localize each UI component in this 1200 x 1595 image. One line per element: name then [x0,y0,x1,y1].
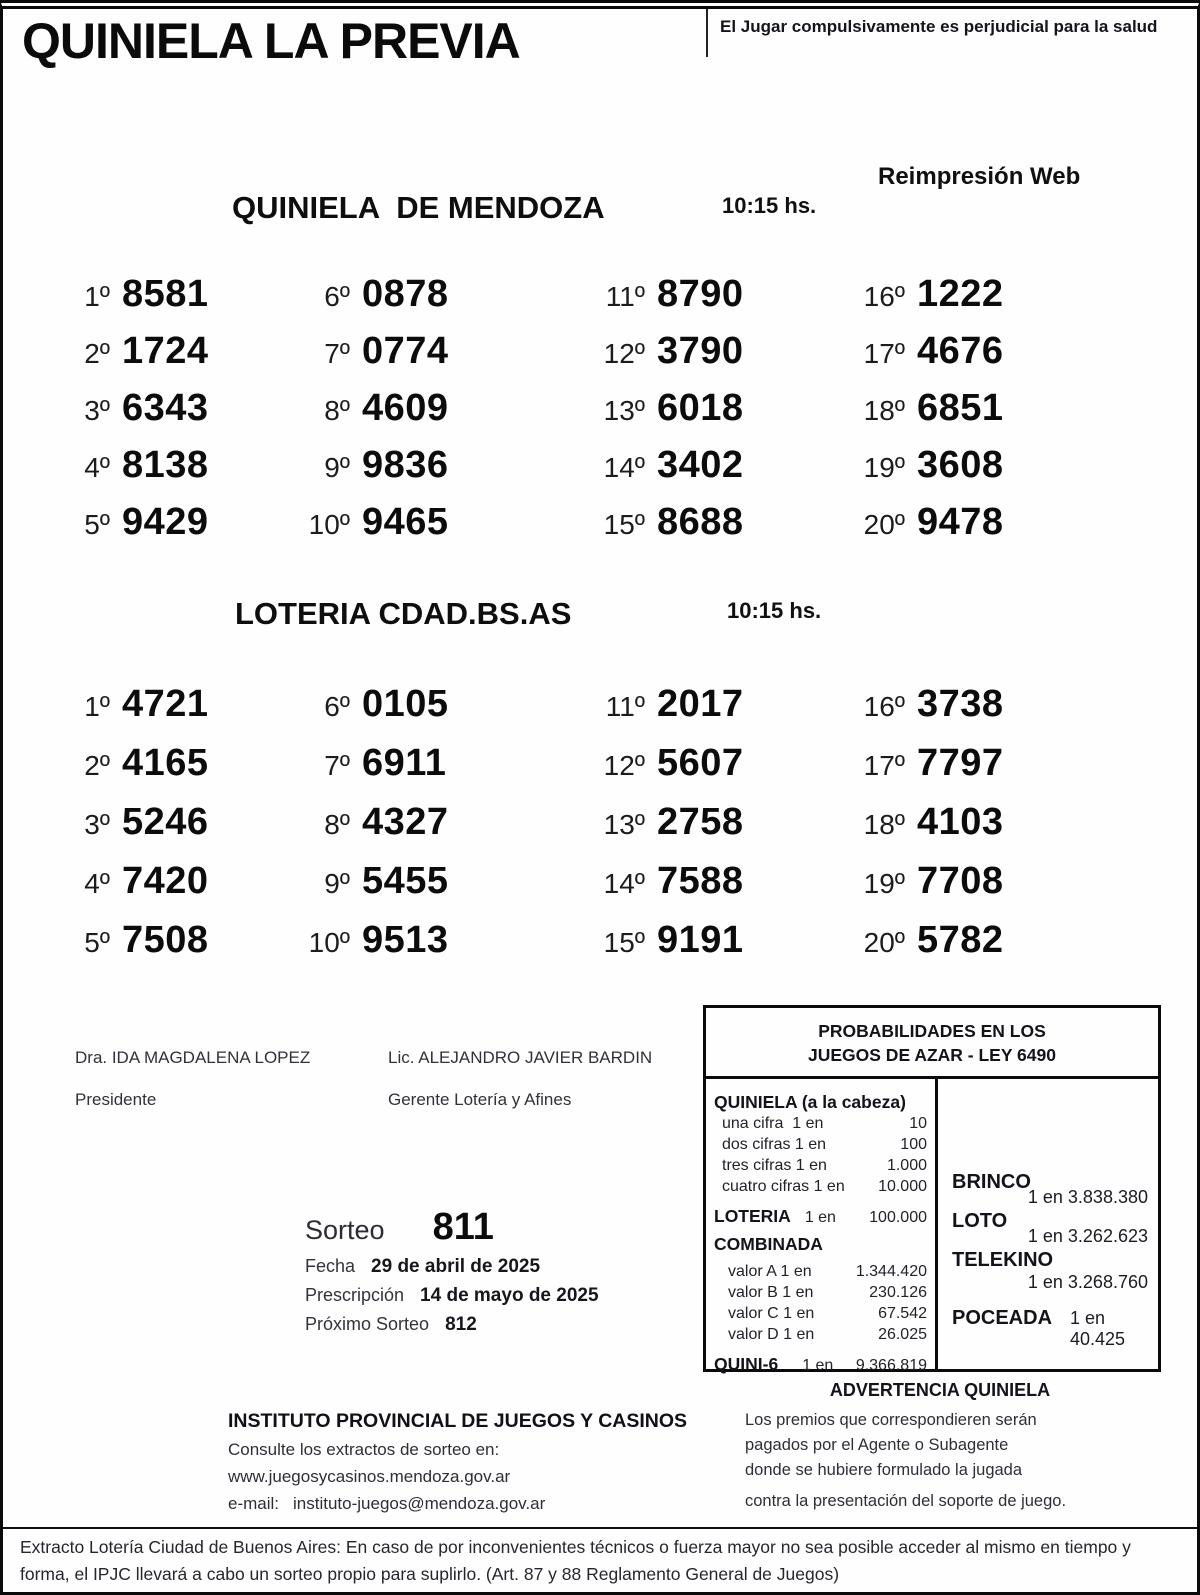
position-label: 3º [84,809,110,840]
game-odds [952,1210,1148,1247]
position-label: 4º [84,868,110,899]
mendoza-result [595,273,855,316]
odds-mid: 1 en [802,1357,834,1374]
proximo-sorteo-row [305,1314,599,1336]
mendoza-result [300,444,595,487]
instituto-email-line [228,1494,687,1514]
position-label: 3º [84,395,110,426]
signature-role: Gerente Lotería y Afines [388,1090,572,1109]
number-value: 5455 [362,860,449,902]
signature-role: Presidente [75,1090,157,1109]
mendoza-result [60,387,300,430]
bsas-result [855,801,1155,844]
odds-label: valor C 1 en [728,1305,815,1322]
prescripcion-value: 14 de mayo de 2025 [420,1285,599,1306]
number-value: 1222 [917,273,1004,315]
game-odds-value: 1 en 3.268.760 [1027,1272,1148,1292]
position-label: 1º [84,281,110,312]
number-value: 4327 [362,801,449,843]
number-value: 6911 [362,742,447,784]
bsas-result [855,683,1155,726]
game-name: POCEADA [952,1307,1053,1329]
mendoza-results-grid [60,266,1155,551]
bsas-results-grid [60,675,1155,970]
mendoza-result [300,387,595,430]
number-value: 3608 [917,444,1004,486]
bsas-result [60,919,300,962]
number-value: 9478 [917,501,1004,543]
bsas-result [595,860,855,903]
footer-line2: forma, el IPJC llevará a cabo un sorteo propio para suplirlo. (Art. 87 y 88 Reglamento General de Juegos) [20,1564,840,1584]
number-value: 5246 [122,801,209,843]
odds-label: QUINI-6 [714,1354,779,1374]
game-odds [952,1249,1148,1293]
instituto-block [228,1410,687,1514]
combinada-header: COMBINADA [714,1234,823,1254]
number-value: 9513 [362,919,449,961]
position-label: 14º [603,452,645,483]
position-label: 15º [603,509,645,540]
advertencia-line: pagados por el Agente o Subagente [745,1436,1009,1454]
game-odds [952,1171,1148,1208]
prescripcion-label: Prescripción [305,1285,405,1305]
position-label: 8º [324,395,350,426]
bsas-result [60,860,300,903]
bsas-section-title: LOTERIA CDAD.BS.AS [235,596,572,631]
odds-value: 1.344.420 [855,1263,927,1280]
mendoza-result [300,273,595,316]
odds-label: valor B 1 en [728,1284,814,1301]
mendoza-result [595,330,855,373]
game-name: TELEKINO [952,1249,1054,1271]
probabilities-body [706,1079,1158,1374]
instituto-consult-line: Consulte los extractos de sorteo en: [228,1440,500,1459]
mendoza-result [300,501,595,544]
number-value: 0878 [362,273,449,315]
game-odds-value: 1 en 3.838.380 [1027,1187,1148,1207]
position-label: 12º [603,750,645,781]
odds-row [714,1303,927,1324]
sorteo-number-row [305,1206,599,1249]
advertencia-title: ADVERTENCIA QUINIELA [829,1380,1051,1400]
position-label: 11º [605,281,645,312]
position-label: 5º [84,927,110,958]
position-label: 9º [324,868,350,899]
odds-label: dos cifras 1 en [722,1136,827,1153]
position-label: 2º [84,338,110,369]
mendoza-result [855,330,1155,373]
health-warning-text: El Jugar compulsivamente es perjudicial para la salud [706,9,1178,57]
odds-row [714,1324,927,1345]
position-label: 17º [863,338,905,369]
mendoza-result [855,444,1155,487]
page-title: QUINIELA LA PREVIA [22,13,520,69]
odds-row [714,1113,927,1134]
number-value: 9836 [362,444,449,486]
probabilities-title-line2: JUEGOS DE AZAR - LEY 6490 [808,1045,1056,1065]
mendoza-result [855,501,1155,544]
number-value: 3402 [657,444,744,486]
reprint-label: Reimpresión Web [878,163,1081,190]
odds-row [714,1261,927,1282]
bsas-result [60,801,300,844]
position-label: 13º [603,809,645,840]
position-label: 1º [84,691,110,722]
position-label: 14º [603,868,645,899]
instituto-name: INSTITUTO PROVINCIAL DE JUEGOS Y CASINOS [228,1410,688,1432]
position-label: 11º [605,691,645,722]
number-value: 3738 [917,683,1004,725]
mendoza-result [595,387,855,430]
number-value: 9429 [122,501,209,543]
bsas-result [855,742,1155,785]
odds-value: 230.126 [869,1284,927,1301]
number-value: 2758 [657,801,744,843]
game-odds [952,1307,1148,1350]
number-value: 7420 [122,860,209,902]
email-address: instituto-juegos@mendoza.gov.ar [293,1494,546,1513]
number-value: 7588 [657,860,744,902]
odds-value: 100.000 [869,1209,927,1226]
position-label: 9º [324,452,350,483]
mendoza-result [595,501,855,544]
position-label: 19º [863,868,905,899]
fecha-row [305,1256,599,1278]
advertencia-line: donde se hubiere formulado la jugada [745,1461,1023,1479]
mendoza-result [60,501,300,544]
position-label: 13º [603,395,645,426]
number-value: 4609 [362,387,449,429]
position-label: 10º [308,927,350,958]
position-label: 10º [308,509,350,540]
game-odds-value: 1 en 3.262.623 [1027,1226,1148,1246]
position-label: 19º [863,452,905,483]
position-label: 6º [324,691,350,722]
mendoza-result [60,444,300,487]
number-value: 6018 [657,387,744,429]
position-label: 18º [863,395,905,426]
bsas-result [300,919,595,962]
number-value: 4721 [122,683,209,725]
bsas-result [300,860,595,903]
position-label: 20º [863,927,905,958]
mendoza-result [595,444,855,487]
position-label: 12º [603,338,645,369]
mendoza-result [300,330,595,373]
position-label: 8º [324,809,350,840]
odds-label: cuatro cifras 1 en [722,1178,845,1195]
quini6-odds-row [714,1354,927,1376]
probabilities-right-column [938,1079,1158,1370]
probabilities-box [703,1005,1161,1372]
position-label: 17º [863,750,905,781]
position-label: 7º [324,338,350,369]
odds-label: una cifra 1 en [722,1115,824,1132]
odds-value: 10 [909,1115,927,1132]
signature-president [75,1048,310,1110]
odds-mid: 1 en [804,1209,836,1226]
bsas-draw-time: 10:15 hs. [727,598,822,623]
email-label: e-mail: [228,1494,280,1513]
signature-name: Lic. ALEJANDRO JAVIER BARDIN [388,1048,653,1067]
sorteo-label: Sorteo [305,1215,385,1245]
number-value: 5782 [917,919,1004,961]
footer-note [20,1534,1180,1588]
number-value: 4103 [917,801,1004,843]
odds-value: 1.000 [886,1157,927,1174]
number-value: 0105 [362,683,449,725]
number-value: 7708 [917,860,1004,902]
instituto-website: www.juegosycasinos.mendoza.gov.ar [228,1467,511,1486]
mendoza-result [60,330,300,373]
advertencia-line: contra la presentación del soporte de juego. [745,1492,1067,1510]
probabilities-left-column [706,1079,938,1374]
bsas-result [595,742,855,785]
number-value: 5607 [657,742,744,784]
proximo-sorteo-value: 812 [445,1314,477,1335]
position-label: 2º [84,750,110,781]
loteria-odds-row [714,1206,927,1228]
signature-name: Dra. IDA MAGDALENA LOPEZ [75,1048,311,1067]
position-label: 20º [863,509,905,540]
odds-label: valor A 1 en [728,1263,812,1280]
number-value: 8138 [122,444,209,486]
mendoza-section-title: QUINIELA DE MENDOZA [232,190,605,225]
advertencia-block [745,1380,1135,1514]
bsas-result [300,683,595,726]
signature-manager [388,1048,652,1110]
fecha-label: Fecha [305,1256,356,1276]
odds-value: 9.366.819 [855,1357,927,1374]
position-label: 18º [863,809,905,840]
sorteo-info [305,1206,599,1336]
number-value: 4676 [917,330,1004,372]
number-value: 7508 [122,919,209,961]
position-label: 7º [324,750,350,781]
bsas-result [595,801,855,844]
odds-row [714,1155,927,1176]
game-odds-value: 1 en 40.425 [1070,1308,1126,1349]
position-label: 4º [84,452,110,483]
odds-row [714,1282,927,1303]
odds-label: tres cifras 1 en [722,1157,827,1174]
game-name: BRINCO [952,1171,1031,1193]
number-value: 9465 [362,501,449,543]
bsas-result [60,742,300,785]
position-label: 16º [863,691,905,722]
position-label: 6º [324,281,350,312]
proximo-sorteo-label: Próximo Sorteo [305,1314,430,1334]
sorteo-number: 811 [432,1206,494,1248]
position-label: 5º [84,509,110,540]
number-value: 1724 [122,330,209,372]
number-value: 0774 [362,330,449,372]
footer-line1: Extracto Lotería Ciudad de Buenos Aires: En caso de por inconvenientes técnicos o fuerza mayor no sea posible acceder al mismo en tiempo y [20,1537,1131,1557]
odds-row [714,1176,927,1197]
bsas-result [300,742,595,785]
quiniela-odds-header: QUINIELA (a la cabeza) [714,1092,906,1112]
bsas-result [595,683,855,726]
odds-value: 26.025 [878,1326,927,1343]
position-label: 15º [603,927,645,958]
bsas-result [595,919,855,962]
position-label: 16º [863,281,905,312]
bsas-result [300,801,595,844]
mendoza-result [855,273,1155,316]
odds-row [714,1134,927,1155]
bsas-result [60,683,300,726]
number-value: 4165 [122,742,209,784]
odds-value: 100 [900,1136,927,1153]
number-value: 9191 [657,919,744,961]
bsas-result [855,860,1155,903]
number-value: 8790 [657,273,744,315]
bsas-result [855,919,1155,962]
number-value: 8581 [122,273,209,315]
odds-label: LOTERIA [714,1206,791,1226]
prescripcion-row [305,1285,599,1307]
odds-label: valor D 1 en [728,1326,815,1343]
number-value: 8688 [657,501,744,543]
mendoza-draw-time: 10:15 hs. [722,193,817,218]
odds-value: 67.542 [878,1305,927,1322]
number-value: 6343 [122,387,209,429]
odds-value: 10.000 [878,1178,927,1195]
number-value: 3790 [657,330,744,372]
number-value: 2017 [657,683,744,725]
footer-divider [3,1527,1197,1529]
probabilities-title [706,1008,1158,1079]
number-value: 7797 [917,742,1004,784]
advertencia-line: Los premios que correspondieren serán [745,1411,1037,1429]
number-value: 6851 [917,387,1004,429]
fecha-value: 29 de abril de 2025 [371,1256,541,1277]
probabilities-title-line1: PROBABILIDADES EN LOS [818,1021,1046,1041]
mendoza-result [60,273,300,316]
mendoza-result [855,387,1155,430]
game-name: LOTO [952,1210,1008,1232]
